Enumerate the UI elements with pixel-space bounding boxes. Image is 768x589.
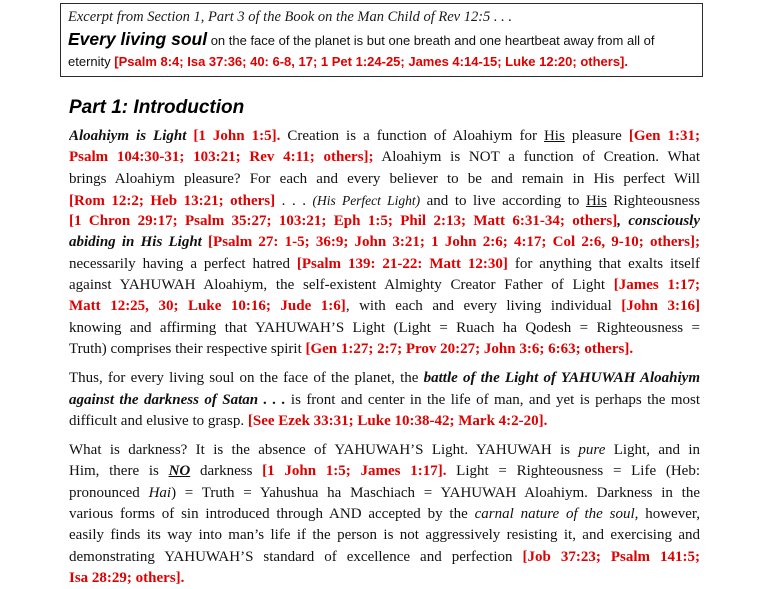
text-line	[69, 440, 700, 461]
scripture-ref: Psalm 104:30-31; 103:21; Rev 4:11; others];	[69, 149, 374, 166]
paragraph-3	[69, 440, 700, 589]
text-run: knowing and affirming that YAHUWAH’S Light (Light = Ruach ha Qodesh = Righteousness =	[69, 319, 700, 336]
text-line	[69, 411, 700, 432]
body-text	[69, 126, 700, 589]
text-run: however,	[638, 506, 700, 523]
text-line	[69, 147, 700, 168]
text-line	[69, 390, 700, 411]
text-run: , with each and every living individual	[345, 298, 622, 315]
scripture-ref: Matt 12:25, 30; Luke 10:16; Jude 1:6]	[69, 298, 346, 315]
text-run: easily finds its way into man’s life if the person is not aggressively resisting it, and exercising and	[69, 527, 700, 544]
text-line	[69, 525, 700, 546]
scripture-ref: [Gen 1:27; 2:7; Prov 20:27; John 3:6; 6:63; others].	[305, 340, 634, 357]
text-line	[69, 232, 700, 253]
text-run: Thus, for every living soul on the face of the planet, the	[69, 370, 424, 387]
text-run: What is darkness? It is the absence of YAHUWAH’S Light. YAHUWAH is	[69, 442, 579, 459]
text-run: Aloahiym is NOT a function of Creation. What	[373, 149, 700, 166]
lead-references: [Psalm 8:4; Isa 37:36; 40: 6-8, 17; 1 Pet 1:24-25; James 4:14-15; Luke 12:20; others].	[114, 54, 628, 69]
text-run: Creation is a function of Aloahiym for	[280, 128, 544, 144]
text-line	[69, 368, 700, 389]
text-run: necessarily having a perfect hatred	[69, 255, 297, 272]
text-line	[69, 254, 700, 275]
text-line	[69, 169, 700, 190]
underlined-word: His	[585, 192, 607, 209]
text-line	[69, 211, 700, 232]
scripture-ref: [Gen 1:31;	[628, 128, 700, 144]
lead-line-2	[68, 52, 696, 71]
text-run: and to live according to	[420, 192, 586, 209]
scripture-ref: [John 3:16]	[621, 298, 700, 315]
underlined-word: His	[543, 128, 565, 144]
text-line	[69, 190, 700, 211]
scripture-ref: [1 John 1:5; James 1:17].	[262, 463, 447, 480]
lead-text: on the face of the planet is but one breath and one heartbeat away from all of	[207, 33, 655, 48]
text-line	[69, 126, 700, 147]
text-run: for anything that exalts itself	[507, 255, 700, 272]
lead-line	[68, 28, 696, 52]
text-run: ) = Truth = Yahushua ha Maschiach = YAHUWAH Aloahiym. Darkness in the	[171, 484, 700, 501]
emphasis: against the darkness of Satan . . .	[69, 391, 286, 408]
scripture-ref: [See Ezek 33:31; Luke 10:38-42; Mark 4:2-20].	[247, 412, 548, 429]
text-run: brings Aloahiym pleasure? For each and every believer to be and remain in His perfect Will	[69, 170, 700, 187]
section-heading: Part 1: Introduction	[69, 97, 245, 118]
underlined-emphasis: NO	[168, 463, 191, 480]
text-run: darkness	[190, 463, 263, 480]
text-line	[69, 318, 700, 339]
excerpt-source: Excerpt from Section 1, Part 3 of the Book on the Man Child of Rev 12:5 . . .	[68, 9, 513, 25]
emphasis: , consciously	[617, 213, 700, 230]
text-run: demonstrating YAHUWAH’S standard of excellence and perfection	[69, 548, 523, 565]
italic-phrase: carnal nature of the soul,	[474, 506, 639, 523]
scripture-ref: [Job 37:23; Psalm 141:5;	[522, 548, 700, 565]
text-line	[69, 296, 700, 317]
emphasis: Aloahiym is Light	[69, 128, 187, 144]
scripture-ref: [Psalm 139: 21-22: Matt 12:30]	[296, 255, 508, 272]
lead-text-2: eternity	[68, 54, 115, 69]
emphasis: abiding in His Light	[69, 234, 202, 251]
scripture-ref: [1 John 1:5].	[186, 128, 281, 144]
text-line	[69, 339, 700, 360]
text-run: Truth) comprises their respective spirit	[69, 340, 306, 357]
text-run: Light, and in	[605, 442, 700, 459]
text-run: pronounced	[69, 484, 149, 501]
italic-word: pure	[578, 442, 606, 459]
paragraph-gap	[69, 360, 700, 368]
text-run: Light = Righteousness = Life (Heb:	[446, 463, 700, 480]
italic-word: Hai	[148, 484, 172, 501]
text-run: Righteousness	[606, 192, 700, 209]
scripture-ref: [Psalm 27: 1-5; 36:9; John 3:21; 1 John 2:6; 4:17; Col 2:6, 9-10; others];	[201, 234, 700, 251]
scripture-ref: Isa 28:29; others].	[69, 569, 185, 586]
text-run: Him, there is	[69, 463, 169, 480]
text-run: various forms of sin introduced through AND accepted by the	[69, 506, 475, 523]
text-line	[69, 461, 700, 482]
emphasis: battle of the Light of YAHUWAH Aloahiym	[423, 370, 700, 387]
paragraph-2	[69, 368, 700, 432]
italic-note: (His Perfect Light)	[312, 192, 421, 208]
text-line	[69, 568, 700, 589]
text-run: . . .	[275, 192, 313, 209]
scripture-ref: [Rom 12:2; Heb 13:21; others]	[69, 192, 276, 209]
text-run: difficult and elusive to grasp.	[69, 412, 248, 429]
paragraph-1	[69, 126, 700, 360]
text-run: is front and center in the life of man, and yet is perhaps the most	[285, 391, 700, 408]
text-line	[69, 483, 700, 504]
lead-emphasis: Every living soul	[68, 29, 208, 49]
paragraph-gap	[69, 432, 700, 440]
scripture-ref: [James 1:17;	[613, 277, 700, 294]
text-line	[69, 275, 700, 296]
text-line	[69, 547, 700, 568]
excerpt-box	[60, 3, 703, 77]
scripture-ref: [1 Chron 29:17; Psalm 35:27; 103:21; Eph 1:5; Phil 2:13; Matt 6:31-34; others]	[69, 213, 618, 230]
text-run: pleasure	[564, 128, 629, 144]
text-run: against YAHUWAH Aloahiym, the self-existent Almighty Creator Father of Light	[69, 277, 614, 294]
text-line	[69, 504, 700, 525]
